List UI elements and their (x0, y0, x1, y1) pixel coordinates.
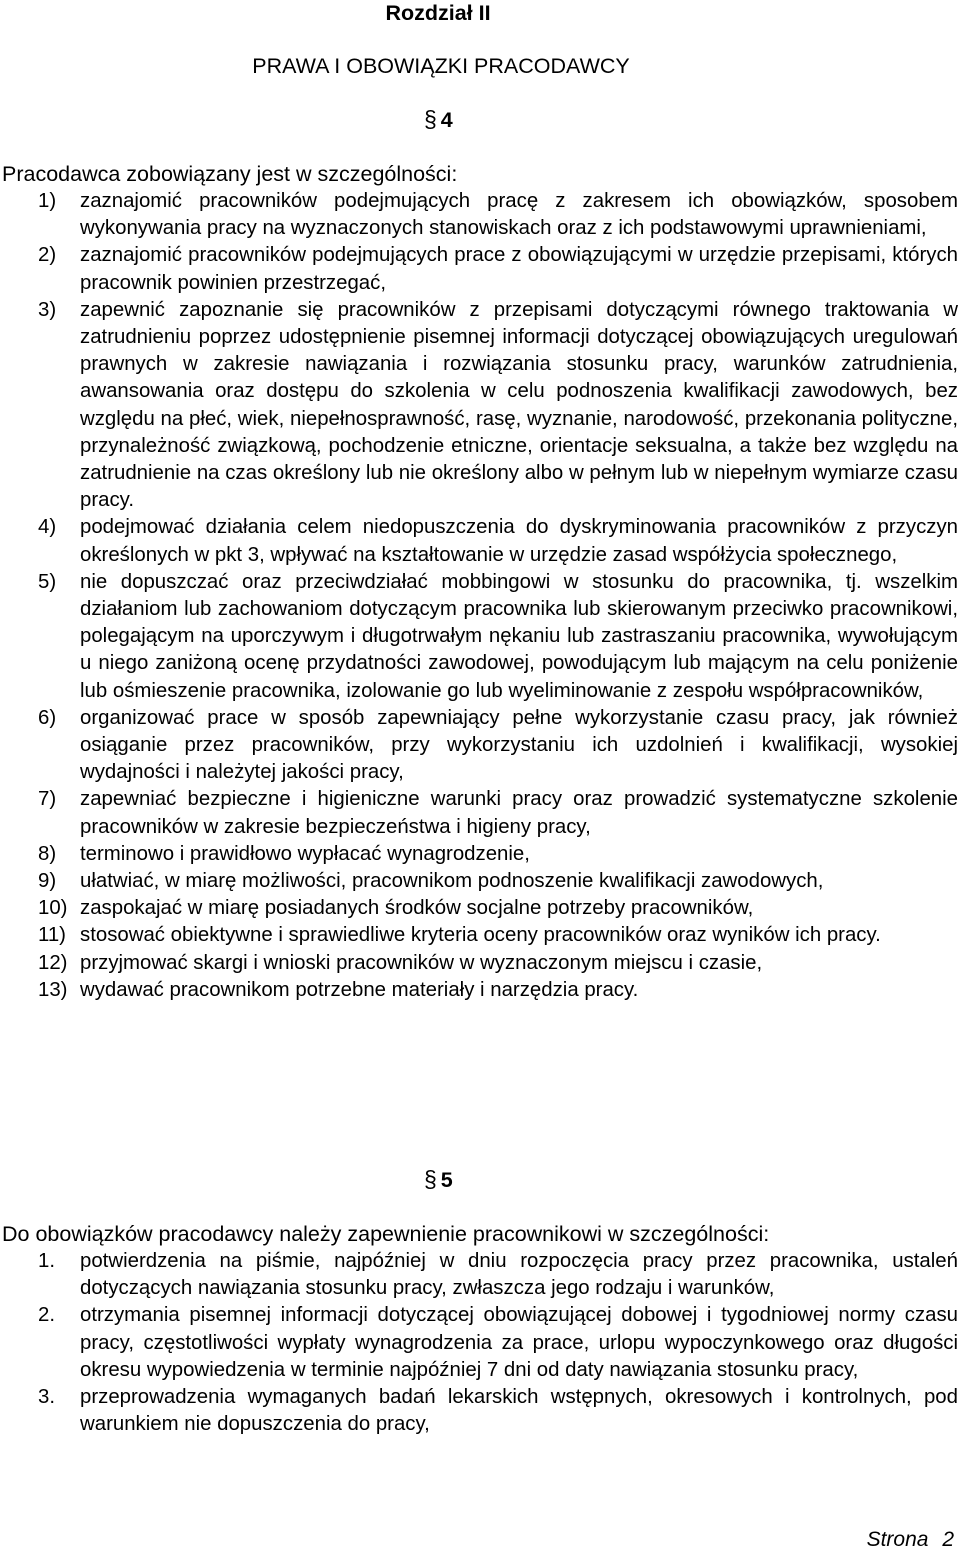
list-item-text: wydawać pracownikom potrzebne materiały i narzędzia pracy. (80, 978, 639, 1001)
list-item-number: 13) (38, 978, 68, 1001)
list-item-text: potwierdzenia na piśmie, najpóźniej w dniu rozpoczęcia pracy przez pracownika, ustaleń dotyczących nawiązania stosunku pracy, zwłaszcza jego rodzaju i warunków, (80, 1250, 958, 1300)
page-footer (867, 1527, 954, 1553)
list-item (0, 841, 958, 868)
list-item-text: zaznajomić pracowników podejmujących prace z obowiązującymi w urzędzie przepisami, których pracownik powinien przestrzegać, (80, 244, 958, 294)
list-item-number: 12) (38, 951, 68, 974)
list-item (0, 895, 958, 922)
list-item-number: 9) (38, 870, 57, 893)
page-label: Strona (866, 1528, 929, 1551)
list-item-text: zaspokajać w miarę posiadanych środków socjalne potrzeby pracowników, (80, 897, 754, 920)
paragraph-4-heading (424, 106, 453, 133)
list-item-number: 1. (38, 1250, 56, 1272)
list-item (0, 922, 958, 949)
list-item-text: przyjmować skargi i wnioski pracowników w wyznaczonym miejscu i czasie, (80, 951, 763, 974)
paragraph-number: 5 (440, 1168, 453, 1192)
list-item-text: terminowo i prawidłowo wypłacać wynagrodzenie, (80, 842, 530, 865)
list-item (0, 977, 958, 1004)
list-item-text: zapewnić zapoznanie się pracowników z przepisami dotyczącymi równego traktowania w zatrudnieniu poprzez udostępnienie pisemnej informacji dotyczącej obowiązujących uregulowań prawnych w zakresie nawiązania i rozwiązania stosunku pracy, warunków zatrudnienia, awansowania oraz dostępu do szkolenia w celu podnoszenia kwalifikacji zawodowych, bez względu na płeć, wiek, niepełnosprawność, rasę, wyznanie, narodowość, przekonania polityczne, przynależność związkową, pochodzenie etniczne, orientacje seksualna, a także bez względu na zatrudnienie na czas określony lub nie określony albo w pełnym lub w niepełnym wymiarze czasu pracy. (80, 298, 958, 512)
list-item-number: 10) (38, 897, 68, 920)
list-item-number: 2) (38, 244, 57, 267)
paragraph-number: 4 (440, 108, 453, 132)
list-item-number: 4) (38, 516, 57, 539)
list-item (0, 569, 958, 705)
list-item (0, 242, 958, 296)
list-item-number: 5) (38, 570, 57, 593)
list-item-text: nie dopuszczać oraz przeciwdziałać mobbingowi w stosunku do pracownika, tj. wszelkim działaniom lub zachowaniom dotyczącym pracownika lub skierowanym przeciwko pracownikowi, polegającym na uporczywym i długotrwałym nękaniu lub zastraszaniu pracownika, wywołującym u niego zaniżoną ocenę przydatności zawodowej, powodującym lub mającym na celu poniżenie lub ośmieszenie pracownika, izolowanie go lub wyeliminowanie z zespołu współpracowników, (80, 570, 958, 702)
list-item (0, 786, 958, 840)
list-item-text: stosować obiektywne i sprawiedliwe kryteria oceny pracowników oraz wyników ich pracy. (80, 924, 881, 947)
list-item (0, 868, 958, 895)
list-item (0, 705, 958, 787)
list-item-number: 8) (38, 842, 57, 865)
list-item (0, 514, 958, 568)
list-item-text: ułatwiać, w miarę możliwości, pracownikom podnoszenie kwalifikacji zawodowych, (80, 870, 824, 893)
list-item-number: 11) (38, 924, 66, 947)
list-item (0, 1302, 958, 1384)
list-item (0, 297, 958, 515)
list-item (0, 1248, 958, 1302)
paragraph-5-heading (424, 1166, 453, 1193)
list-item-number: 7) (38, 788, 57, 811)
list-item-text: otrzymania pisemnej informacji dotyczącej obowiązującej dobowej i tygodniowej normy czasu pracy, częstotliwości wypłaty wynagrodzenia za prace, urlopu wypoczynkowego oraz długości okresu wypowiedzenia w terminie najpóźniej 7 dni od daty nawiązania stosunku pracy, (80, 1304, 958, 1381)
section-title: PRAWA I OBOWIĄZKI PRACODAWCY (252, 54, 630, 78)
paragraph-4-list (0, 188, 958, 1004)
paragraph-4-intro: Pracodawca zobowiązany jest w szczególności: (2, 162, 458, 186)
list-item-text: przeprowadzenia wymaganych badań lekarskich wstępnych, okresowych i kontrolnych, pod warunkiem nie dopuszczenia do pracy, (80, 1386, 958, 1436)
paragraph-5-intro: Do obowiązków pracodawcy należy zapewnienie pracownikowi w szczególności: (2, 1222, 770, 1246)
list-item-text: zaznajomić pracowników podejmujących pracę z zakresem ich obowiązków, sposobem wykonywania pracy na wyznaczonych stanowiskach oraz z ich podstawowymi uprawnieniami, (80, 190, 958, 240)
list-item-number: 3. (38, 1386, 56, 1409)
list-item-text: organizować prace w sposób zapewniający pełne wykorzystanie czasu pracy, jak również osiąganie przez pracowników, przy wykorzystaniu ich uzdolnień i kwalifikacji, wysokiej wydajności i należytej jakości pracy, (80, 706, 958, 784)
paragraph-symbol: § (424, 1166, 437, 1192)
list-item-number: 1) (38, 190, 57, 212)
paragraph-5-list (0, 1248, 958, 1438)
list-item-number: 2. (38, 1304, 56, 1327)
list-item-text: podejmować działania celem niedopuszczenia do dyskryminowania pracowników z przyczyn określonych w pkt 3, wpływać na kształtowanie w urzędzie zasad współżycia społecznego, (80, 516, 958, 566)
list-item-number: 3) (38, 298, 57, 321)
page-number: 2 (942, 1528, 954, 1551)
list-item (0, 188, 958, 242)
list-item-text: zapewniać bezpieczne i higieniczne warunki pracy oraz prowadzić systematyczne szkolenie pracowników w zakresie bezpieczeństwa i higieny pracy, (80, 788, 958, 838)
paragraph-symbol: § (424, 106, 437, 132)
chapter-heading: Rozdział II (385, 1, 491, 25)
list-item (0, 950, 958, 977)
list-item (0, 1384, 958, 1438)
list-item-number: 6) (38, 706, 57, 729)
